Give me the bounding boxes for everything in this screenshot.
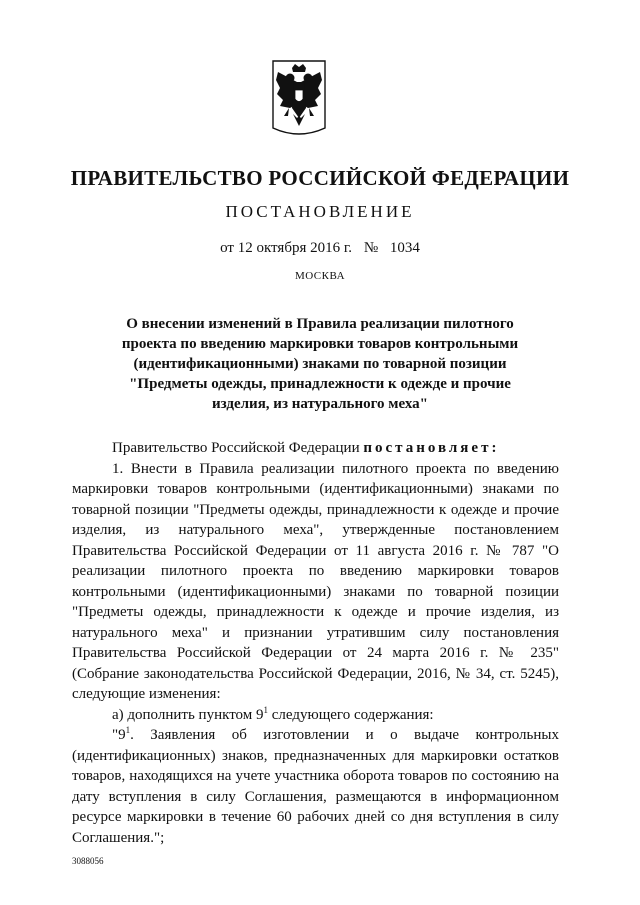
subject-line: (идентификационными) знаками по товарной позиции bbox=[133, 356, 507, 372]
russian-coat-of-arms-icon bbox=[270, 58, 328, 142]
item-1-paragraph: 1. Внести в Правила реализации пилотного проекта по введению маркировки товаров контрольными (идентификационными) знаками по товарной позиции "Предметы одежды, принадлежности к одежде и прочие изделия, из натурального меха", утвержденные постановлением Правительства Российской Федерации от 11 августа 2016 г. № 787 "О реализации пилотного проекта по введению маркировки товаров контрольными (идентификационными) знаками по товарной позиции "Предметы одежды, принадлежности к одежде и прочие изделия, из натурального меха" и признании утратившим силу постановления Правительства Российской Федерации от 24 марта 2016 г. № 235" (Собрание законодательства Российской Федерации, 2016, № 34, ст. 5245), следующие изменения: bbox=[72, 460, 559, 702]
preamble-text: Правительство Российской Федерации bbox=[112, 440, 364, 456]
document-date: от 12 октября 2016 г. bbox=[220, 240, 353, 256]
subject-line: "Предметы одежды, принадлежности к одежде и прочие bbox=[129, 376, 511, 392]
document-body bbox=[72, 438, 559, 848]
city: МОСКВА bbox=[294, 270, 346, 282]
number-sign: № bbox=[363, 240, 379, 256]
quote-prefix: "9 bbox=[112, 727, 126, 743]
decides-word: постановляет: bbox=[363, 440, 500, 456]
preamble-paragraph bbox=[72, 438, 559, 459]
superscript: 1 bbox=[263, 704, 269, 715]
document-number: 1034 bbox=[389, 240, 420, 256]
subject-line: О внесении изменений в Правила реализации пилотного bbox=[126, 316, 514, 332]
subitem-a-suffix: следующего содержания: bbox=[268, 706, 434, 723]
quote-text: . Заявления об изготовлении и о выдаче контрольных (идентификационных) знаков, предназначенных для маркировки остатков товаров, находящихся на учете участника оборота товаров по состоянию на дату вступления в силу Соглашения, размещаются в информационном ресурсе маркировки в течение 60 рабочих дней со дня вступления в силу Соглашения."; bbox=[72, 727, 559, 846]
subitem-a-paragraph bbox=[72, 705, 559, 726]
superscript: 1 bbox=[125, 725, 131, 735]
government-title: ПРАВИТЕЛЬСТВО РОССИЙСКОЙ ФЕДЕРАЦИИ bbox=[70, 166, 570, 190]
document-date-line bbox=[0, 240, 640, 257]
subject-line: проекта по введению маркировки товаров контрольными bbox=[121, 336, 519, 352]
subitem-a-prefix: а) дополнить пунктом 9 bbox=[112, 706, 264, 723]
quoted-paragraph bbox=[72, 725, 559, 848]
footer-code: 3088056 bbox=[72, 856, 104, 866]
subject-line: изделия, из натурального меха" bbox=[211, 396, 429, 412]
document-type: ПОСТАНОВЛЕНИЕ bbox=[225, 202, 415, 221]
document-subject bbox=[110, 314, 530, 414]
